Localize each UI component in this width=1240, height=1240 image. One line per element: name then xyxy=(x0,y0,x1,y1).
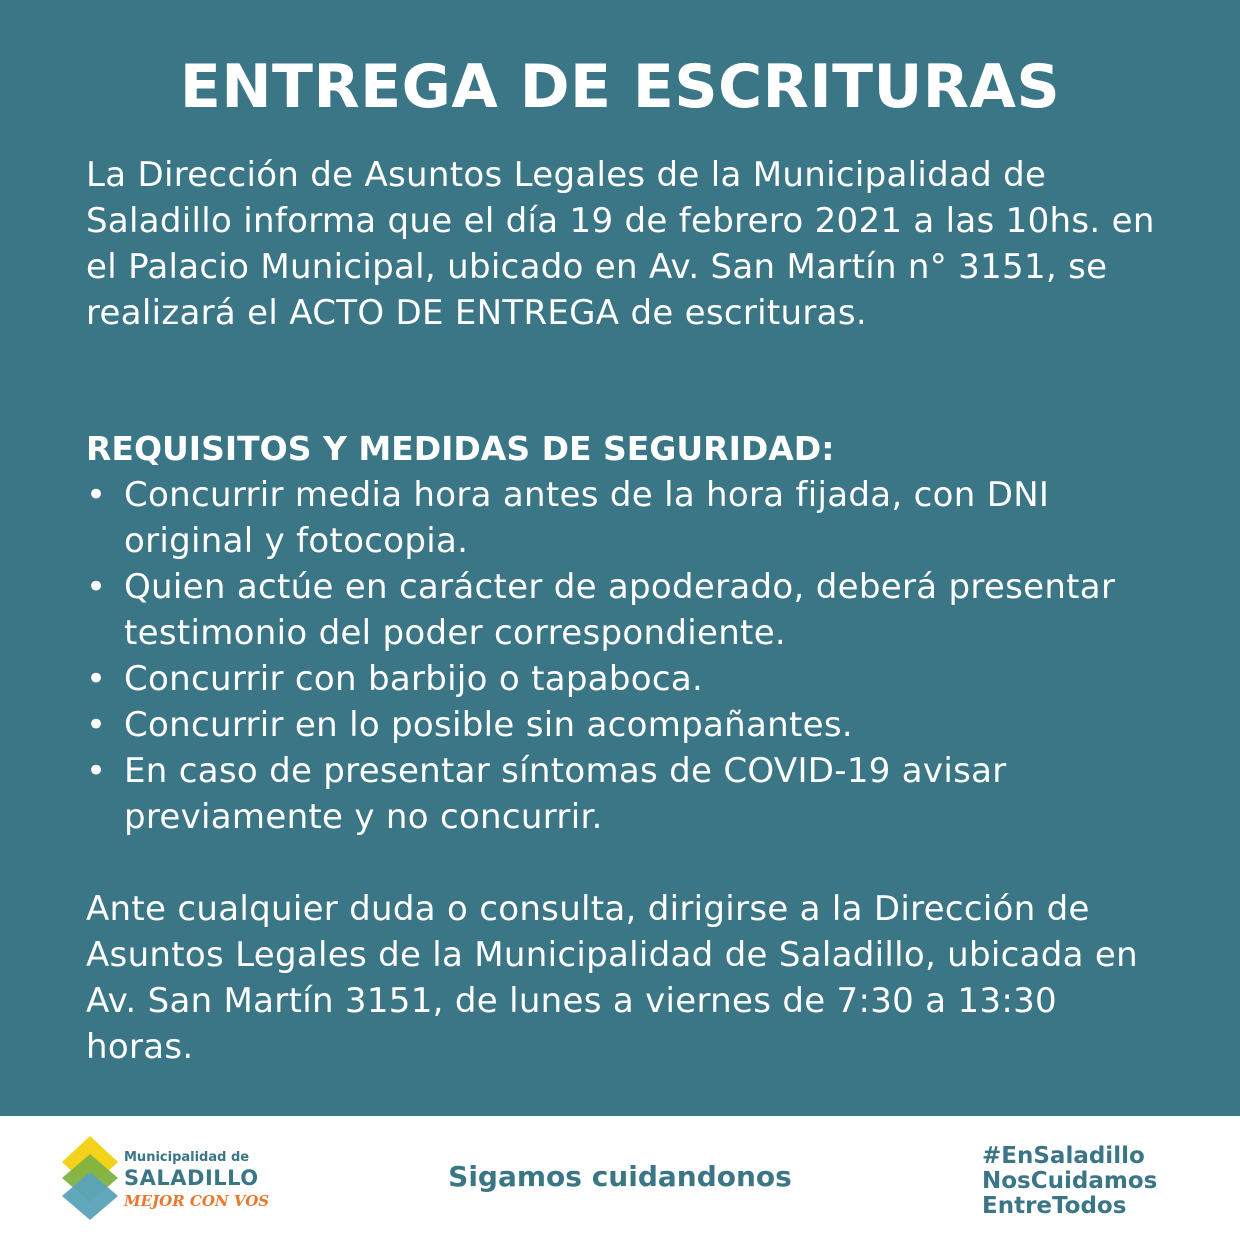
page-title: ENTREGA DE ESCRITURAS xyxy=(179,52,1061,122)
municipality-logo xyxy=(60,1136,290,1222)
logo-mark-icon xyxy=(60,1136,120,1222)
list-item xyxy=(86,564,1166,656)
requirements-heading: REQUISITOS Y MEDIDAS DE SEGURIDAD: xyxy=(86,429,835,468)
list-item xyxy=(86,472,1166,564)
closing-paragraph: Ante cualquier duda o consulta, dirigirse a la Dirección de Asuntos Legales de la Municipalidad de Saladillo, ubicada en Av. San Martín 3151, de lunes a viernes de 7:30 a 13:30 horas. xyxy=(86,889,1138,1067)
hashtag-line: EntreTodos xyxy=(982,1193,1127,1219)
hashtag-line: NosCuidamos xyxy=(982,1168,1158,1194)
hashtag-line: #EnSaladillo xyxy=(982,1143,1145,1169)
bullet-icon: • xyxy=(86,659,107,699)
list-item xyxy=(86,748,1166,840)
footer-slogan: Sigamos cuidandonos xyxy=(448,1160,792,1193)
logo-text xyxy=(124,1150,294,1212)
bullet-icon: • xyxy=(86,475,107,515)
list-item xyxy=(86,702,1166,748)
requirement-text: Concurrir en lo posible sin acompañantes. xyxy=(124,705,853,745)
bullet-icon: • xyxy=(86,567,107,607)
hashtags xyxy=(982,1144,1222,1219)
logo-line-1: Municipalidad de xyxy=(124,1150,250,1165)
requirement-text: Concurrir media hora antes de la hora fijada, con DNI original y fotocopia. xyxy=(124,475,1050,561)
logo-line-3: MEJOR CON VOS xyxy=(124,1192,270,1210)
requirement-text: Quien actúe en carácter de apoderado, deberá presentar testimonio del poder correspondiente. xyxy=(124,567,1116,653)
footer xyxy=(0,1116,1240,1240)
logo-line-2: SALADILLO xyxy=(124,1166,259,1190)
requirement-text: En caso de presentar síntomas de COVID-19 avisar previamente y no concurrir. xyxy=(124,751,1007,837)
bullet-icon: • xyxy=(86,705,107,745)
list-item xyxy=(86,656,1166,702)
requirement-text: Concurrir con barbijo o tapaboca. xyxy=(124,659,704,699)
intro-paragraph: La Dirección de Asuntos Legales de la Municipalidad de Saladillo informa que el día 19 de febrero 2021 a las 10hs. en el Palacio Municipal, ubicado en Av. San Martín n° 3151, se realizará el ACTO DE ENTREGA de escrituras. xyxy=(86,155,1155,333)
requirements-list xyxy=(86,472,1166,840)
bullet-icon: • xyxy=(86,751,107,791)
